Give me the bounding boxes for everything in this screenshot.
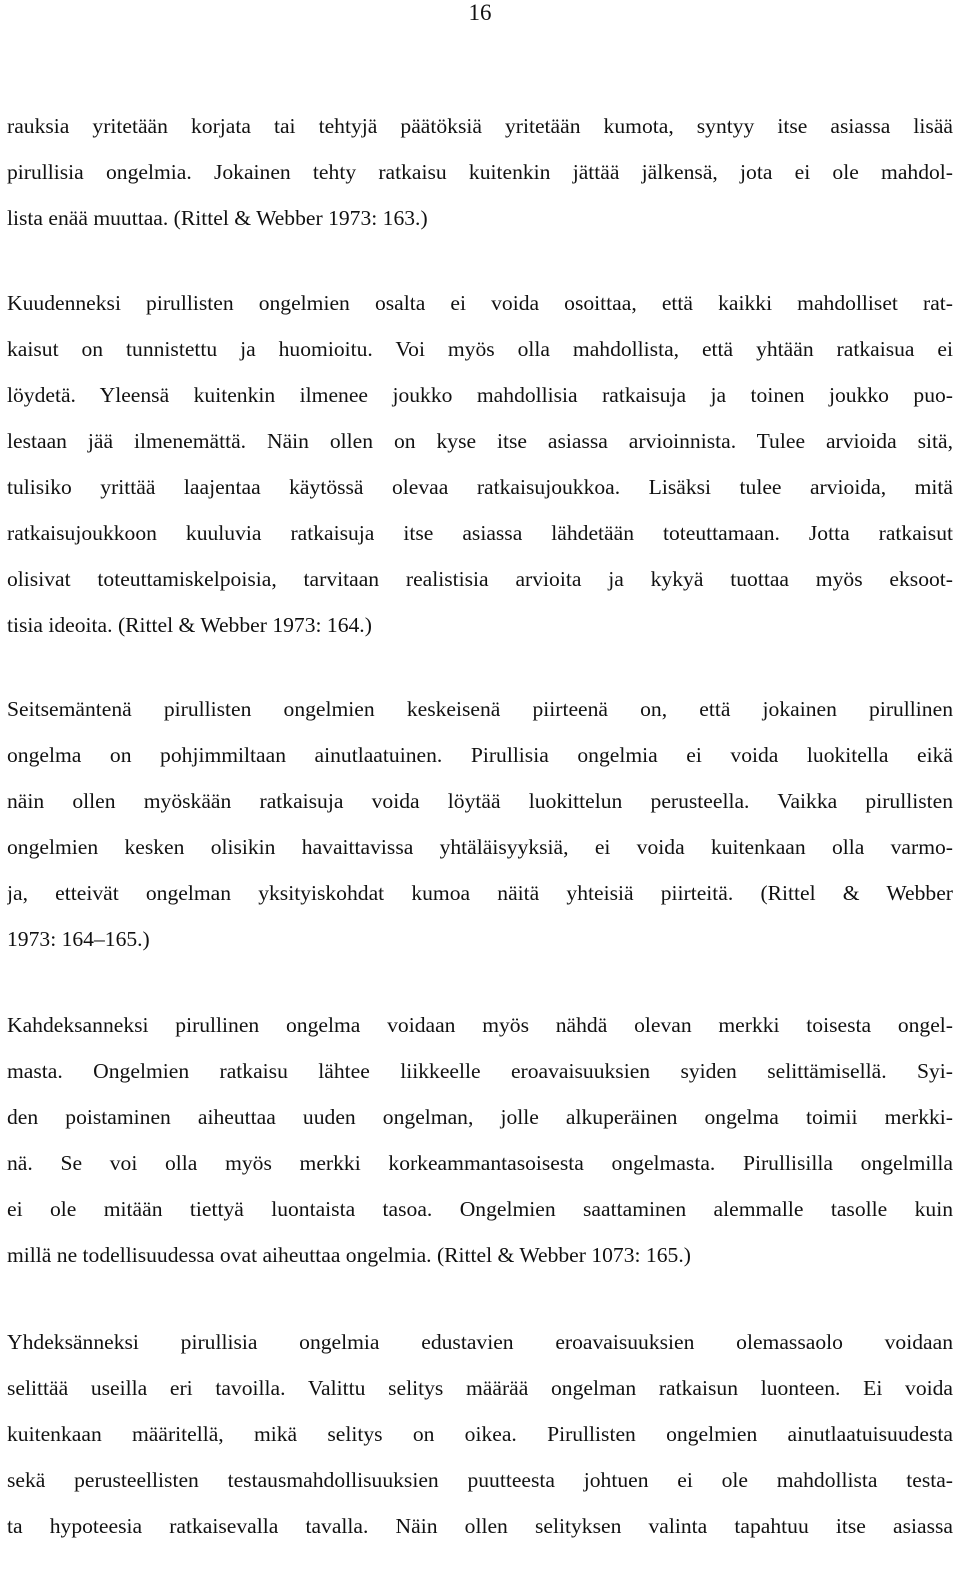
paragraph-gap (7, 1278, 953, 1319)
paragraph-5 (7, 1319, 953, 1549)
text-line: tulisiko yrittää laajentaa käytössä olevaa ratkaisujoukkoa. Lisäksi tulee arvioida, mitä (7, 475, 953, 499)
text-line: ei ole mitään tiettyä luontaista tasoa. Ongelmien saattaminen alemmalle tasolle kuin (7, 1197, 953, 1221)
document-body (7, 103, 953, 1549)
text-line: selittää useilla eri tavoilla. Valittu selitys määrää ongelman ratkaisun luonteen. Ei voida (7, 1376, 953, 1400)
text-line: 1973: 164–165.) (7, 927, 150, 951)
text-line: den poistaminen aiheuttaa uuden ongelman, jolle alkuperäinen ongelma toimii merkki- (7, 1105, 953, 1129)
text-line: näin ollen myöskään ratkaisuja voida löytää luokittelun perusteella. Vaikka pirullisten (7, 789, 953, 813)
text-line: ta hypoteesia ratkaisevalla tavalla. Näin ollen selityksen valinta tapahtuu itse asiassa (7, 1514, 953, 1538)
paragraph-gap (7, 648, 953, 686)
text-line: ongelmien kesken olisikin havaittavissa yhtäläisyyksiä, ei voida kuitenkaan olla varmo- (7, 835, 953, 859)
text-line: olisivat toteuttamiskelpoisia, tarvitaan realistisia arvioita ja kykyä tuottaa myös eksoot- (7, 567, 953, 591)
text-line: Kahdeksanneksi pirullinen ongelma voidaan myös nähdä olevan merkki toisesta ongel- (7, 1013, 953, 1037)
paragraph-1 (7, 103, 953, 241)
paragraph-gap (7, 241, 953, 280)
text-line: ja, etteivät ongelman yksityiskohdat kumoa näitä yhteisiä piirteitä. (Rittel & Webber (7, 881, 953, 905)
text-line: Yhdeksänneksi pirullisia ongelmia edustavien eroavaisuuksien olemassaolo voidaan (7, 1330, 953, 1354)
text-line: löydetä. Yleensä kuitenkin ilmenee joukko mahdollisia ratkaisuja ja toinen joukko puo- (7, 383, 953, 407)
text-line: millä ne todellisuudessa ovat aiheuttaa ongelmia. (Rittel & Webber 1073: 165.) (7, 1243, 691, 1267)
text-line: pirullisia ongelmia. Jokainen tehty ratkaisu kuitenkin jättää jälkensä, jota ei ole mahdol- (7, 160, 953, 184)
paragraph-4 (7, 1002, 953, 1278)
text-line: ongelma on pohjimmiltaan ainutlaatuinen. Pirullisia ongelmia ei voida luokitella eikä (7, 743, 953, 767)
text-line: Seitsemäntenä pirullisten ongelmien keskeisenä piirteenä on, että jokainen pirullinen (7, 697, 953, 721)
text-line: ratkaisujoukkoon kuuluvia ratkaisuja itse asiassa lähdetään toteuttamaan. Jotta ratkaisut (7, 521, 953, 545)
text-line: sekä perusteellisten testausmahdollisuuksien puutteesta johtuen ei ole mahdollista testa- (7, 1468, 953, 1492)
paragraph-2 (7, 280, 953, 648)
page-number: 16 (468, 0, 492, 25)
text-line: lista enää muuttaa. (Rittel & Webber 1973: 163.) (7, 206, 428, 230)
text-line: rauksia yritetään korjata tai tehtyjä päätöksiä yritetään kumota, syntyy itse asiassa lisää (7, 114, 953, 138)
text-line: kaisut on tunnistettu ja huomioitu. Voi myös olla mahdollista, että yhtään ratkaisua ei (7, 337, 953, 361)
text-line: nä. Se voi olla myös merkki korkeammantasoisesta ongelmasta. Pirullisilla ongelmilla (7, 1151, 953, 1175)
text-line: lestaan jää ilmenemättä. Näin ollen on kyse itse asiassa arvioinnista. Tulee arvioida sitä, (7, 429, 953, 453)
text-line: kuitenkaan määritellä, mikä selitys on oikea. Pirullisten ongelmien ainutlaatuisuudesta (7, 1422, 953, 1446)
text-line: tisia ideoita. (Rittel & Webber 1973: 164.) (7, 613, 372, 637)
paragraph-gap (7, 962, 953, 1002)
paragraph-3 (7, 686, 953, 962)
text-line: masta. Ongelmien ratkaisu lähtee liikkeelle eroavaisuuksien syiden selittämisellä. Syi- (7, 1059, 953, 1083)
text-line: Kuudenneksi pirullisten ongelmien osalta ei voida osoittaa, että kaikki mahdolliset rat- (7, 291, 953, 315)
